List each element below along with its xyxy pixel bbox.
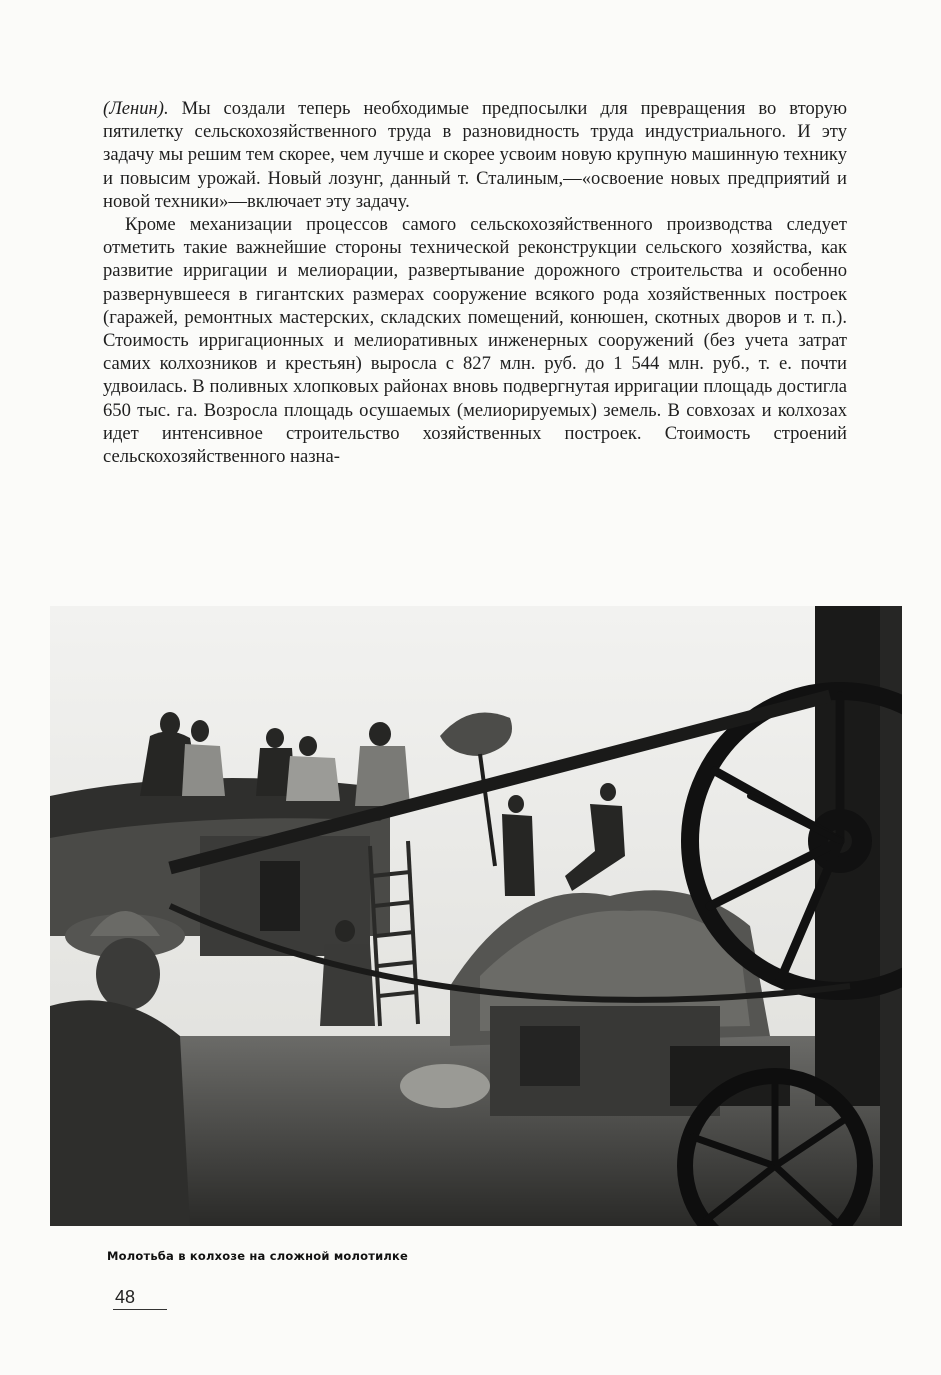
paragraph-1 xyxy=(103,97,847,213)
threshing-photo-illustration xyxy=(50,606,902,1226)
paragraph-1-lead: (Ленин). xyxy=(103,98,169,119)
page-number-rule xyxy=(113,1309,167,1310)
paragraph-1-text: Мы создали теперь необходимые предпосылки для превращения во вторую пятилетку сельскохозяйственного труда в разновидность труда индустриального. И эту задачу мы решим тем скорее, чем лучше и скорее усвоим новую крупную машинную технику и повысим урожай. Новый лозунг, данный т. Сталиным,—«освоение новых предприятий и новой техники»—включает эту задачу. xyxy=(103,98,847,212)
photo-caption: Молотьба в колхозе на сложной молотилке xyxy=(107,1249,408,1263)
page-number: 48 xyxy=(115,1287,136,1307)
paragraph-2: Кроме механизации процессов самого сельскохозяйственного производства следует отметить такие важнейшие стороны технической реконструкции сельского хозяйства, как развитие ирригации и мелиорации, развертывание дорожного строительства и особенно развернувшееся в гигантских размерах сооружение всякого рода хозяйственных построек (гаражей, ремонтных мастерских, складских помещений, конюшен, скотных дворов и т. п.). Стоимость ирригационных и мелиоративных инженерных сооружений (без учета затрат самих колхозников и крестьян) выросла с 827 млн. руб. до 1 544 млн. руб., т. е. почти удвоилась. В поливных хлопковых районах вновь подвергнутая ирригации площадь достигла 650 тыс. га. Возросла площадь осушаемых (мелиорируемых) земель. В совхозах и колхозах идет интенсивное строительство хозяйственных построек. Стоимость строений сельскохозяйственного назна- xyxy=(103,214,847,468)
threshing-photo xyxy=(50,606,902,1226)
body-text xyxy=(103,97,847,468)
